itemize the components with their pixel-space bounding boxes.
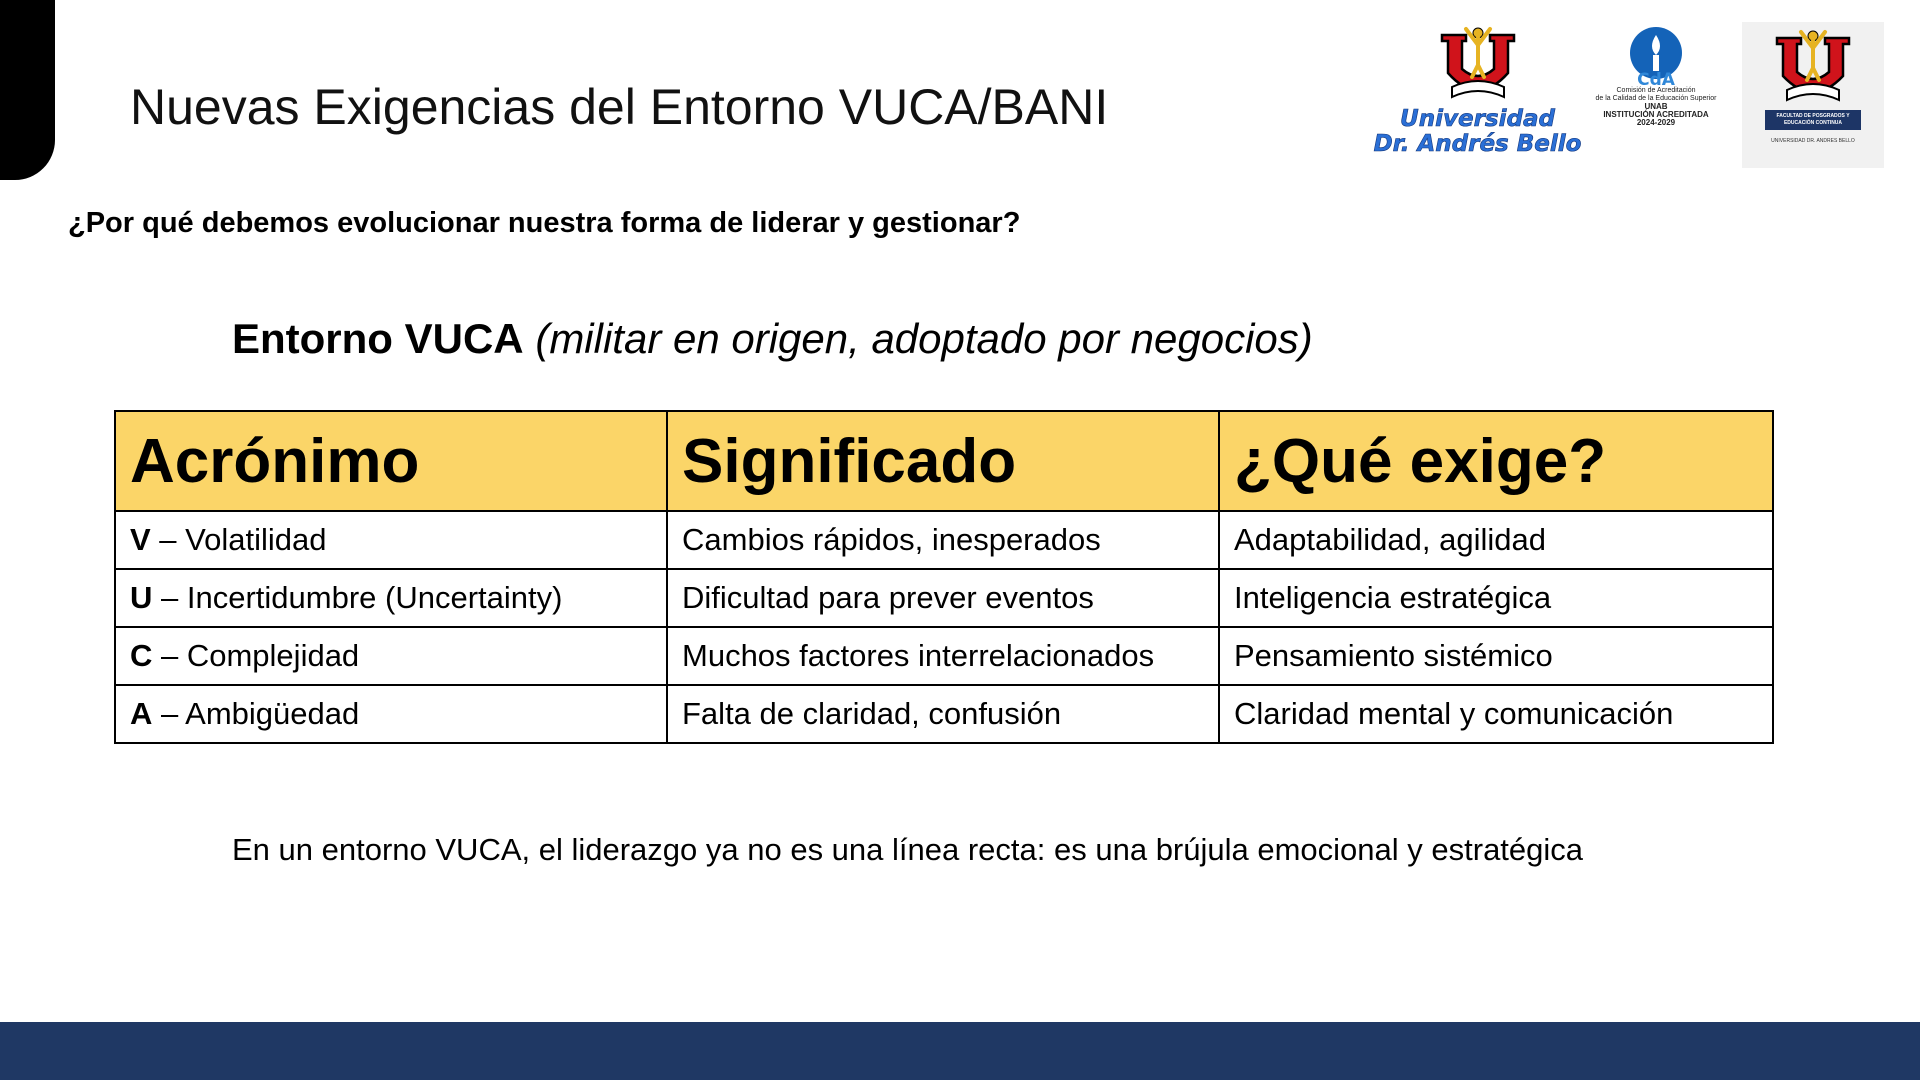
cda-mark: CdA: [1637, 70, 1675, 87]
faculty-shield-icon: [1771, 28, 1855, 106]
slide-title: Nuevas Exigencias del Entorno VUCA/BANI: [130, 79, 1109, 135]
header-meaning: Significado: [667, 411, 1219, 511]
table-row: [115, 627, 1773, 685]
cda-line-2: de la Calidad de la Educación Superior: [1595, 95, 1717, 102]
cda-line-4: INSTITUCIÓN ACREDITADA: [1603, 110, 1709, 119]
header-acronym: Acrónimo: [115, 411, 667, 511]
demand-cell: Claridad mental y comunicación: [1219, 685, 1773, 743]
demand-cell: Pensamiento sistémico: [1219, 627, 1773, 685]
acronym-term: – Incertidumbre (Uncertainty): [152, 580, 563, 615]
acronym-term: – Ambigüedad: [152, 696, 360, 731]
faculty-logo: [1742, 22, 1884, 168]
vuca-table: [114, 410, 1774, 744]
acronym-cell: [115, 627, 667, 685]
acronym-letter: C: [130, 638, 153, 673]
meaning-cell: Muchos factores interrelacionados: [667, 627, 1219, 685]
cda-line-3: UNAB: [1644, 102, 1668, 111]
unab-logo-line-2: Dr. Andrés Bello: [1373, 131, 1582, 157]
acronym-term: – Volatilidad: [150, 522, 327, 557]
acronym-cell: [115, 511, 667, 569]
acronym-cell: [115, 685, 667, 743]
cda-logo: [1596, 25, 1716, 165]
unab-logo-line-1: Universidad: [1400, 106, 1555, 132]
closing-statement: En un entorno VUCA, el liderazgo ya no es una línea recta: es una brújula emocional y estratégica: [232, 832, 1584, 867]
acronym-letter: U: [130, 580, 153, 615]
subtitle-bold: Entorno VUCA: [232, 315, 524, 362]
unab-logo: [1373, 25, 1582, 165]
table-header-row: [115, 411, 1773, 511]
logos: [1373, 20, 1884, 170]
cda-line-5: 2024-2029: [1636, 118, 1676, 127]
meaning-cell: Falta de claridad, confusión: [667, 685, 1219, 743]
header-demand: ¿Qué exige?: [1219, 411, 1773, 511]
section-subtitle: [232, 315, 1313, 363]
subtitle-italic: (militar en origen, adoptado por negocios): [535, 315, 1313, 362]
meaning-cell: Dificultad para prever eventos: [667, 569, 1219, 627]
unab-shield-icon: [1436, 25, 1520, 107]
demand-cell: Adaptabilidad, agilidad: [1219, 511, 1773, 569]
acronym-letter: V: [130, 522, 151, 557]
cda-emblem-icon: [1624, 25, 1688, 87]
meaning-cell: Cambios rápidos, inesperados: [667, 511, 1219, 569]
table-row: [115, 569, 1773, 627]
corner-tab: [0, 0, 55, 180]
footer-bar: [0, 1022, 1920, 1080]
acronym-letter: A: [130, 696, 153, 731]
acronym-cell: [115, 569, 667, 627]
faculty-band: FACULTAD DE POSGRADOS Y EDUCACIÓN CONTINUA: [1765, 110, 1861, 130]
cda-line-1: Comisión de Acreditación: [1616, 87, 1696, 94]
table-row: [115, 685, 1773, 743]
acronym-term: – Complejidad: [152, 638, 360, 673]
table-row: [115, 511, 1773, 569]
faculty-caption: UNIVERSIDAD DR. ANDRES BELLO: [1771, 138, 1855, 144]
demand-cell: Inteligencia estratégica: [1219, 569, 1773, 627]
lead-question: ¿Por qué debemos evolucionar nuestra forma de liderar y gestionar?: [68, 207, 1021, 239]
